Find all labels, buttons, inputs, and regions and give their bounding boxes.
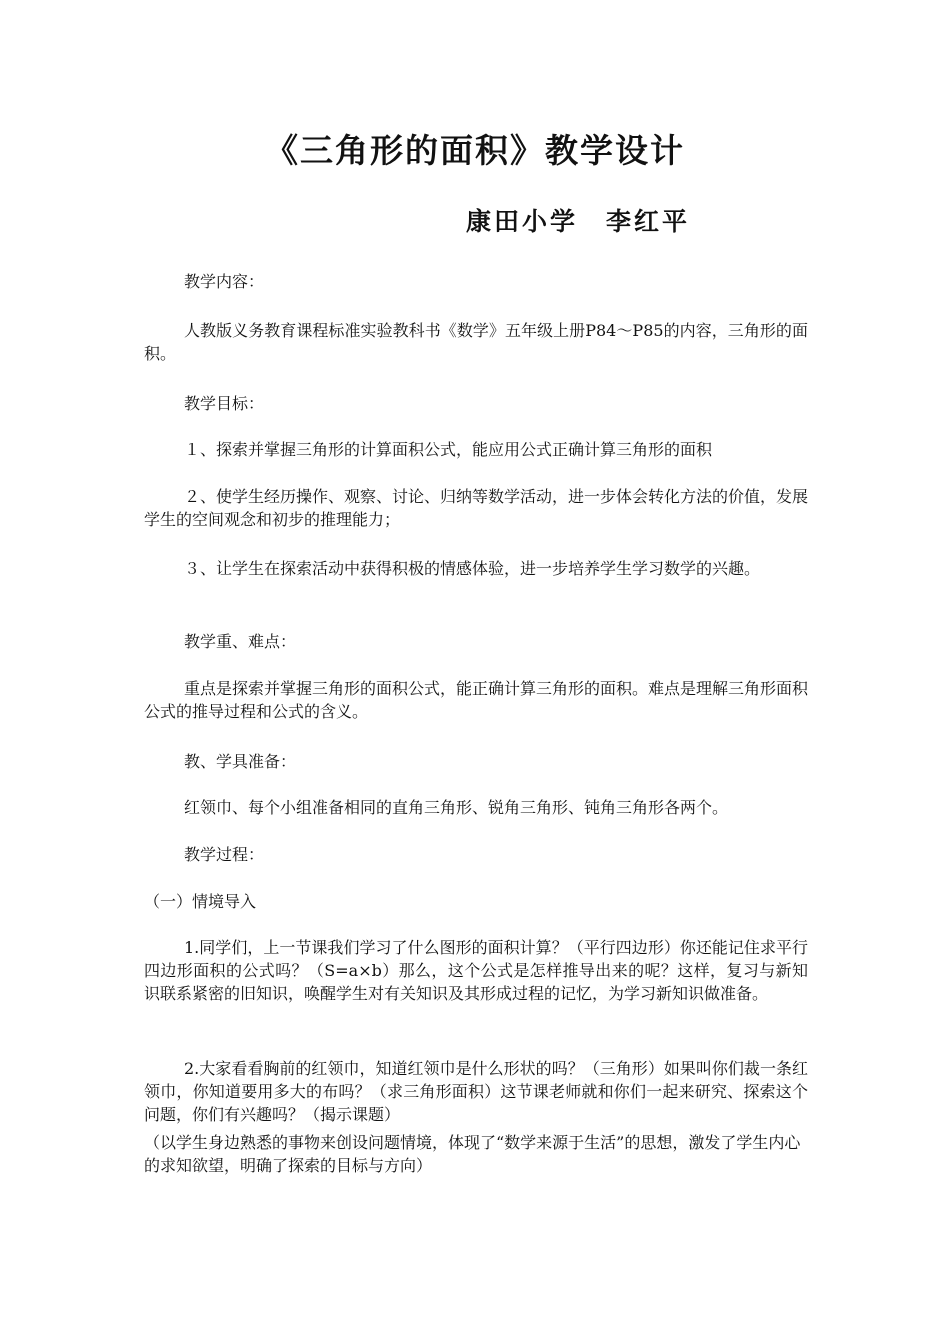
key-points-text: 重点是探索并掌握三角形的面积公式，能正确计算三角形的面积。难点是理解三角形面积公式的推导过程和公式的含义。 xyxy=(144,679,809,721)
document-author: 康田小学 李红平 xyxy=(466,207,691,236)
document-title: 《三角形的面积》教学设计 xyxy=(265,131,685,170)
content-text: 人教版义务教育课程标准实验教科书《数学》五年级上册P84～P85的内容，三角形的面积。 xyxy=(144,321,808,363)
key-points-heading: 教学重、难点： xyxy=(184,632,297,651)
process-step-2: 2.大家看看胸前的红领巾，知道红领巾是什么形状的吗？（三角形）如果叫你们裁一条红领巾，你知道要用多大的布吗？（求三角形面积）这节课老师就和你们一起来研究、探索这个问题，你们有兴趣吗？（揭示课题） xyxy=(144,1059,808,1124)
process-heading: 教学过程： xyxy=(184,845,265,864)
process-step-1: 1.同学们，上一节课我们学习了什么图形的面积计算？（平行四边形）你还能记住求平行四边形面积的公式吗？（S=a×b）那么，这个公式是怎样推导出来的呢？这样，复习与新知识联系紧密的旧知识，唤醒学生对有关知识及其形成过程的记忆，为学习新知识做准备。 xyxy=(144,938,808,1003)
goal-item-2: ２、使学生经历操作、观察、讨论、归纳等数学活动，进一步体会转化方法的价值，发展学生的空间观念和初步的推理能力； xyxy=(144,487,809,529)
goals-heading: 教学目标： xyxy=(184,394,265,413)
process-step-2-note: （以学生身边熟悉的事物来创设问题情境，体现了“数学来源于生活”的思想，激发了学生内心的求知欲望，明确了探索的目标与方向） xyxy=(144,1133,801,1175)
preparation-heading: 教、学具准备： xyxy=(184,752,297,771)
section-heading-1: （一）情境导入 xyxy=(144,892,257,911)
content-heading: 教学内容： xyxy=(184,272,265,291)
goal-item-3: ３、让学生在探索活动中获得积极的情感体验，进一步培养学生学习数学的兴趣。 xyxy=(184,559,761,578)
goal-item-1: １、探索并掌握三角形的计算面积公式，能应用公式正确计算三角形的面积 xyxy=(184,440,713,459)
preparation-text: 红领巾、每个小组准备相同的直角三角形、锐角三角形、钝角三角形各两个。 xyxy=(184,798,729,817)
